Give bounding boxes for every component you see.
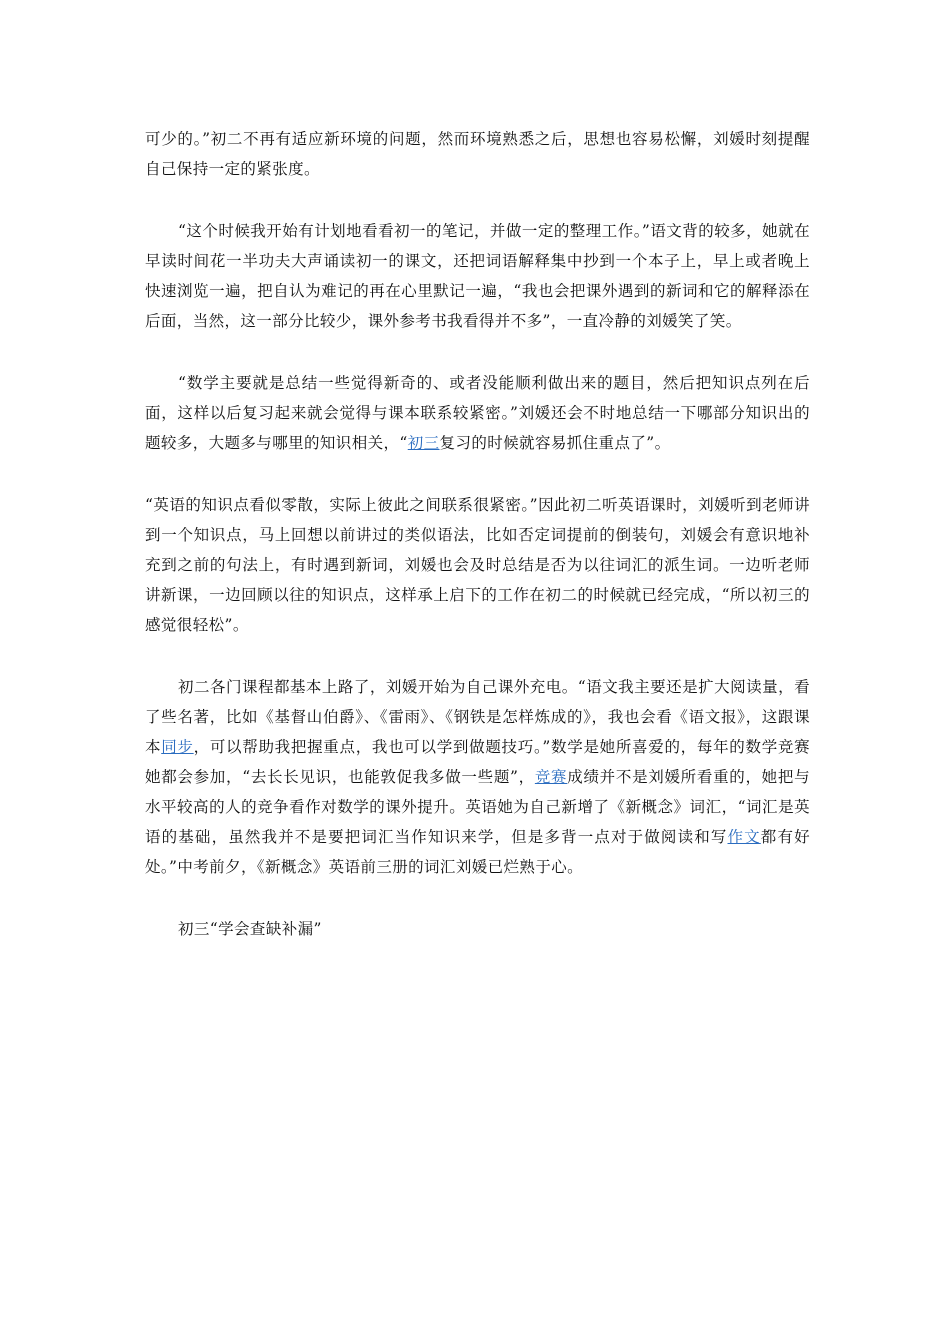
paragraph-4 [145, 490, 810, 640]
paragraph-5-text-d: 都有好处。”中考前夕，《新概念》英语前三册的词汇刘媛已烂熟于心。 [145, 828, 810, 876]
section-heading [145, 914, 810, 944]
paragraph-2 [145, 216, 810, 336]
link-chusan[interactable]: 初三 [407, 434, 440, 452]
paragraph-3-text-a: “数学主要就是总结一些觉得新奇的、或者没能顺利做出来的题目，然后把知识点列在后面，这样以后复习起来就会觉得与课本联系较紧密。”刘媛还会不时地总结一下哪部分知识出的题较多，大题多与哪里的知识相关，“ [145, 374, 810, 452]
link-jingsai[interactable]: 竞赛 [534, 768, 568, 786]
paragraph-5 [145, 672, 810, 882]
paragraph-1-text: 可少的。”初二不再有适应新环境的问题，然而环境熟悉之后，思想也容易松懈，刘媛时刻提醒自己保持一定的紧张度。 [145, 130, 810, 178]
paragraph-5-text-a: 初二各门课程都基本上路了，刘媛开始为自己课外充电。“语文我主要还是扩大阅读量，看了些名著，比如《基督山伯爵》、《雷雨》、《钢铁是怎样炼成的》，我也会看《语文报》，这跟课本 [145, 678, 810, 756]
link-zuowen[interactable]: 作文 [727, 828, 761, 846]
link-tongbu[interactable]: 同步 [161, 738, 194, 756]
paragraph-3-text-b: 复习的时候就容易抓住重点了”。 [439, 434, 671, 452]
paragraph-3 [145, 368, 810, 458]
paragraph-5-text-c: 成绩并不是刘媛所看重的，她把与水平较高的人的竞争看作对数学的课外提升。英语她为自己新增了《新概念》词汇，“词汇是英语的基础，虽然我并不是要把词汇当作知识来学，但是多背一点对于做阅读和写 [145, 768, 810, 846]
document-page [145, 124, 810, 976]
paragraph-5-text-b: ，可以帮助我把握重点，我也可以学到做题技巧。”数学是她所喜爱的，每年的数学竞赛她都会参加，“去长长见识，也能敦促我多做一些题”， [145, 738, 811, 786]
paragraph-1 [145, 124, 810, 184]
paragraph-2-text: “这个时候我开始有计划地看看初一的笔记，并做一定的整理工作。”语文背的较多，她就在早读时间花一半功夫大声诵读初一的课文，还把词语解释集中抄到一个本子上，早上或者晚上快速浏览一遍，把自认为难记的再在心里默记一遍，“我也会把课外遇到的新词和它的解释添在后面，当然，这一部分比较少，课外参考书我看得并不多”，一直冷静的刘媛笑了笑。 [145, 222, 810, 330]
section-heading-text: 初三“学会查缺补漏” [178, 920, 322, 938]
paragraph-4-text: “英语的知识点看似零散，实际上彼此之间联系很紧密。”因此初二听英语课时，刘媛听到老师讲到一个知识点，马上回想以前讲过的类似语法，比如否定词提前的倒装句，刘媛会有意识地补充到之前的句法上，有时遇到新词，刘媛也会及时总结是否为以往词汇的派生词。一边听老师讲新课，一边回顾以往的知识点，这样承上启下的工作在初二的时候就已经完成，“所以初三的感觉很轻松”。 [145, 496, 810, 634]
